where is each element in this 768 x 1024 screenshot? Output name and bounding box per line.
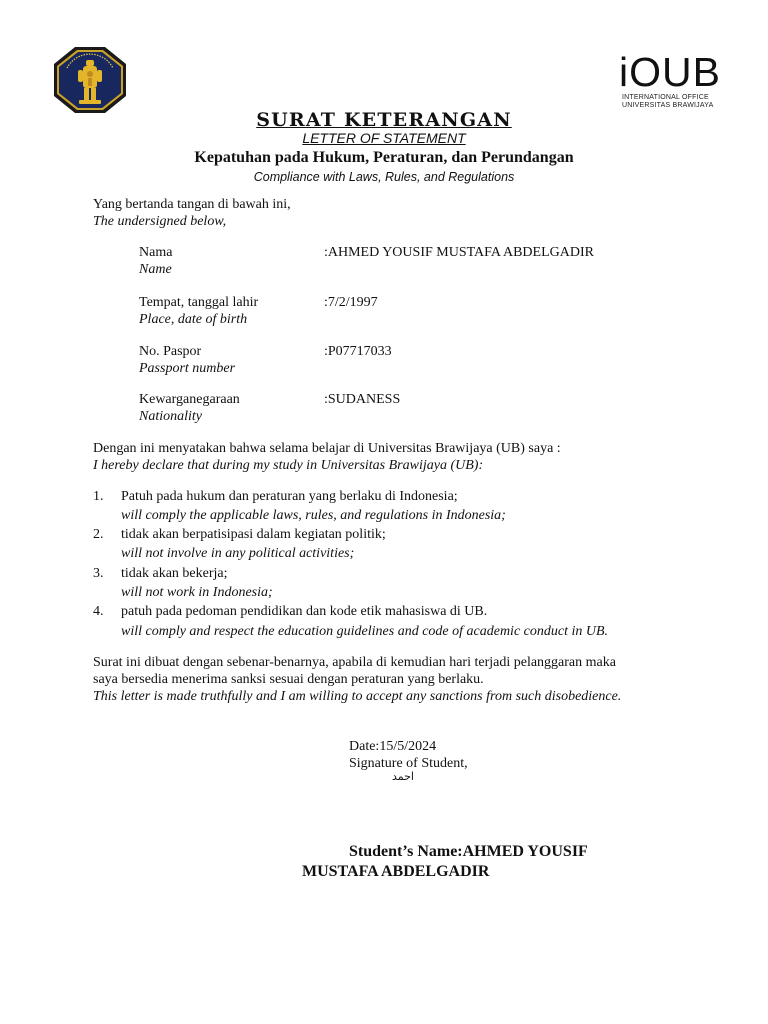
signature-label: Signature of Student, <box>349 756 468 771</box>
list-item-text: Patuh pada hukum dan peraturan yang berlaku di Indonesia; <box>121 489 458 504</box>
list-item-text: tidak akan bekerja; <box>121 566 228 581</box>
list-item-number: 4. <box>93 604 104 619</box>
university-brawijaya-logo <box>53 46 127 114</box>
signature-date: Date:15/5/2024 <box>349 739 437 754</box>
list-item-number: 2. <box>93 527 104 542</box>
closing-text-english: This letter is made truthfully and I am willing to accept any sanctions from such disobedience. <box>93 689 622 704</box>
intro-text-english: The undersigned below, <box>93 214 227 229</box>
international-office-logo <box>619 49 721 112</box>
student-name-line-2: MUSTAFA ABDELGADIR <box>302 863 490 880</box>
field-name-value: :AHMED YOUSIF MUSTAFA ABDELGADIR <box>324 245 594 260</box>
intro-text: Yang bertanda tangan di bawah ini, <box>93 197 291 212</box>
field-birth-value: :7/2/1997 <box>324 295 378 310</box>
field-birth-label-english: Place, date of birth <box>139 312 248 327</box>
field-name-label-english: Name <box>139 262 172 277</box>
field-nationality-label-english: Nationality <box>139 409 202 424</box>
field-nationality-label: Kewarganegaraan <box>139 392 240 407</box>
student-name-line-1: Student’s Name:AHMED YOUSIF <box>349 843 588 860</box>
declaration-text: Dengan ini menyatakan bahwa selama belajar di Universitas Brawijaya (UB) saya : <box>93 441 561 456</box>
list-item-text-english: will not involve in any political activities; <box>121 546 355 561</box>
field-passport-label: No. Paspor <box>139 344 202 359</box>
list-item-text-english: will comply and respect the education guidelines and code of academic conduct in UB. <box>121 624 609 639</box>
list-item-text: tidak akan berpatisipasi dalam kegiatan politik; <box>121 527 386 542</box>
list-item-text-english: will comply the applicable laws, rules, and regulations in Indonesia; <box>121 508 506 523</box>
field-name-label: Nama <box>139 245 173 260</box>
document-heading: Kepatuhan pada Hukum, Peraturan, dan Perundangan <box>194 149 574 166</box>
handwritten-signature: احمد <box>392 770 414 783</box>
document-subtitle-english: LETTER OF STATEMENT <box>302 130 466 146</box>
declaration-text-english: I hereby declare that during my study in Universitas Brawijaya (UB): <box>93 458 484 473</box>
list-item-text: patuh pada pedoman pendidikan dan kode etik mahasiswa di UB. <box>121 604 488 619</box>
field-birth-label: Tempat, tanggal lahir <box>139 295 259 310</box>
closing-text-line-1: Surat ini dibuat dengan sebenar-benarnya, apabila di kemudian hari terjadi pelanggaran maka <box>93 655 616 670</box>
field-passport-value: :P07717033 <box>324 344 392 359</box>
document-heading-english: Compliance with Laws, Rules, and Regulations <box>253 170 515 184</box>
ioub-logo-line2: UNIVERSITAS BRAWIJAYA <box>622 102 714 109</box>
field-passport-label-english: Passport number <box>139 361 236 376</box>
closing-text-line-2: saya bersedia menerima sanksi sesuai dengan peraturan yang berlaku. <box>93 672 484 687</box>
list-item-text-english: will not work in Indonesia; <box>121 585 273 600</box>
list-item-number: 1. <box>93 489 104 504</box>
field-nationality-value: :SUDANESS <box>324 392 401 407</box>
ioub-logo-mark: iOUB <box>619 49 721 95</box>
university-seal-icon <box>53 46 127 114</box>
document-title: SURAT KETERANGAN <box>256 109 512 131</box>
list-item-number: 3. <box>93 566 104 581</box>
ioub-logo-line1: INTERNATIONAL OFFICE <box>622 94 709 101</box>
